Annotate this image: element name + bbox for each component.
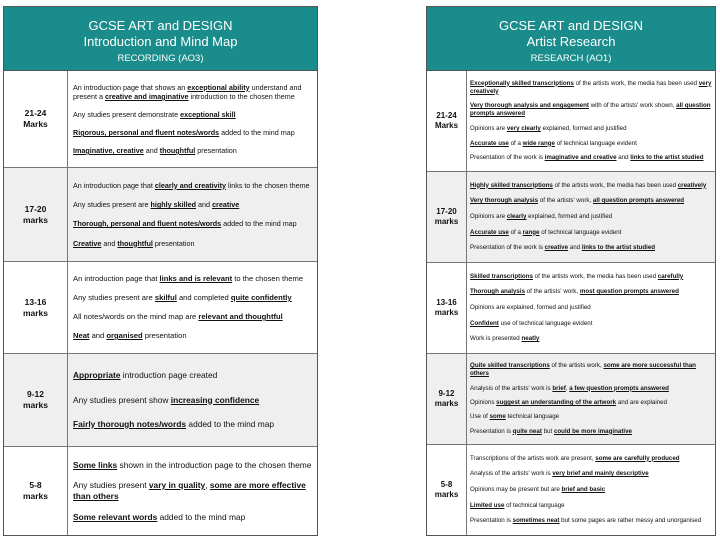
band-descriptors (467, 172, 715, 262)
emphasis-text: Rigorous, personal and fluent notes/words (73, 128, 220, 137)
criterion-line (73, 293, 312, 303)
emphasis-text: creatively (677, 181, 707, 189)
band-13-16 (4, 262, 317, 354)
criterion-text: use of technical language evident (498, 319, 593, 327)
emphasis-text: Thorough analysis (470, 288, 526, 296)
criterion-line (470, 80, 712, 96)
criterion-line (73, 480, 312, 502)
criterion-text: Presentation of the work is (470, 154, 545, 162)
emphasis-text: creative (212, 200, 240, 210)
emphasis-text: Quite skilled transcriptions (470, 362, 550, 370)
criterion-line (470, 182, 712, 190)
emphasis-text: very creatively (470, 79, 712, 95)
criterion-text: of the artists work, the media has been used (532, 272, 658, 280)
criterion-text: explained, formed and justified (540, 124, 627, 132)
criterion-text: added to the mind map (219, 128, 295, 137)
criterion-line (73, 274, 312, 284)
criterion-text: of the artists work, (549, 362, 604, 370)
criterion-line (470, 140, 712, 148)
criterion-text: Work is presented (470, 335, 522, 343)
emphasis-text: thoughtful (117, 238, 153, 248)
band-5-8 (4, 447, 317, 535)
emphasis-text: Accurate use (470, 139, 509, 147)
criterion-text: presentation (195, 146, 237, 155)
criterion-line (73, 395, 312, 406)
rubric-header (427, 7, 715, 71)
emphasis-text: carefully (657, 272, 684, 280)
criterion-text: Any studies present (73, 480, 149, 490)
emphasis-text: very brief and mainly descriptive (552, 470, 649, 478)
band-9-12 (4, 354, 317, 447)
criterion-text: but some pages are rather messy and unorganised (559, 517, 702, 525)
emphasis-text: all question prompts answered (592, 197, 685, 205)
criterion-line (73, 460, 312, 471)
band-descriptors (467, 71, 715, 171)
criterion-line (73, 331, 312, 341)
emphasis-text: skilful (154, 293, 177, 302)
criterion-text: , (565, 384, 570, 392)
band-5-8 (427, 445, 715, 535)
rubric-rows (427, 71, 715, 535)
criterion-text: of technical language (504, 501, 565, 509)
emphasis-text: quite neat (512, 427, 542, 435)
rubric-objective: RESEARCH (AO1) (530, 53, 612, 64)
criterion-text: explained, formed and justified (526, 212, 613, 220)
rubric-rows (4, 71, 317, 535)
emphasis-text: Exceptionally skilled transcriptions (470, 79, 574, 87)
emphasis-text: links and is relevant (159, 274, 233, 283)
band-marks: 21-24 Marks (427, 71, 467, 171)
emphasis-text: Some relevant words (73, 511, 158, 522)
criterion-line (470, 320, 712, 328)
criterion-text: of the artists' work, (525, 288, 580, 296)
criterion-text: of the artists' work, (538, 197, 593, 205)
criterion-text: presentation (152, 238, 195, 248)
criterion-line (470, 502, 712, 510)
criterion-line (470, 335, 712, 343)
criterion-text: Presentation is (470, 517, 513, 525)
emphasis-text: brief (552, 384, 566, 392)
criterion-line (73, 419, 312, 430)
emphasis-text: brief and basic (561, 485, 606, 493)
emphasis-text: some are carefully produced (595, 454, 680, 462)
criterion-text: and completed (176, 293, 231, 302)
criterion-text: with of the artists' work shown, (588, 102, 677, 110)
band-descriptors (68, 447, 317, 535)
criterion-text: introduction to the chosen theme (188, 92, 295, 101)
criterion-text: shown in the introduction page to the chosen theme (117, 459, 312, 470)
rubric-title: GCSE ART and DESIGN (88, 18, 233, 33)
criterion-line (470, 154, 712, 162)
criterion-line (73, 200, 312, 210)
criterion-text: Use of (470, 413, 490, 421)
emphasis-text: Thorough, personal and fluent notes/words (73, 219, 222, 229)
emphasis-text: some (489, 413, 506, 421)
emphasis-text: vary in quality (148, 480, 206, 490)
criterion-line (470, 102, 712, 118)
rubric-header (4, 7, 317, 71)
criterion-line (73, 312, 312, 322)
emphasis-text: Very thorough analysis and engagement (470, 102, 589, 110)
criterion-line (73, 219, 312, 229)
criterion-text: presentation (142, 331, 187, 340)
criterion-text: added to the mind map (186, 418, 275, 429)
criterion-text: links to the chosen theme (226, 180, 310, 190)
criterion-text: , (205, 480, 210, 490)
criterion-text: to the chosen theme (232, 274, 304, 283)
criterion-text: All notes/words on the mind map are (73, 312, 199, 321)
criterion-line (73, 181, 312, 191)
criterion-text: and (568, 244, 582, 252)
criterion-line (73, 83, 312, 102)
criterion-line (470, 229, 712, 237)
criterion-text: and (196, 200, 213, 210)
criterion-text: of the artists work, the media has been used (573, 79, 699, 87)
emphasis-text: neatly (521, 335, 540, 343)
criterion-line (470, 399, 712, 407)
criterion-text: Opinions are (470, 124, 507, 132)
criterion-text: An introduction page that (73, 274, 160, 283)
emphasis-text: Skilled transcriptions (470, 272, 533, 280)
rubric-title: GCSE ART and DESIGN (498, 18, 644, 33)
criterion-text: Transcriptions of the artists work are present, (470, 454, 596, 462)
criterion-line (470, 362, 712, 378)
emphasis-text: links to the artist studied (630, 154, 704, 162)
criterion-line (470, 244, 712, 252)
band-descriptors (467, 263, 715, 353)
emphasis-text: Imaginative, creative (73, 146, 144, 155)
emphasis-text: highly skilled (150, 200, 197, 210)
emphasis-text: links to the artist studied (581, 244, 656, 252)
criterion-text: Analysis of the artists' work is (470, 384, 553, 392)
band-marks: 9-12 marks (427, 354, 467, 444)
band-17-20 (4, 168, 317, 262)
criterion-line (470, 273, 712, 281)
criterion-line (73, 370, 312, 381)
criterion-text: of the artists work, the media has been used (552, 181, 678, 189)
band-marks: 21-24 Marks (4, 71, 68, 167)
emphasis-text: organised (106, 331, 143, 340)
emphasis-text: some are more successful than others (470, 362, 696, 378)
emphasis-text: clearly (506, 212, 527, 220)
emphasis-text: Some links (73, 459, 118, 470)
criterion-line (470, 486, 712, 494)
emphasis-text: all question prompts answered (470, 102, 711, 118)
band-marks: 17-20 marks (4, 168, 68, 261)
band-marks: 17-20 marks (427, 172, 467, 262)
emphasis-text: Accurate use (470, 228, 509, 236)
criterion-line (470, 385, 712, 393)
emphasis-text: quite confidently (230, 293, 292, 302)
emphasis-text: Highly skilled transcriptions (470, 181, 553, 189)
artist-research-rubric (426, 6, 716, 536)
criterion-text: and (616, 154, 631, 162)
criterion-text: of a (508, 139, 523, 147)
criterion-text: Presentation of the work is (470, 244, 545, 252)
criterion-text: understand and present a (73, 82, 302, 101)
criterion-line (470, 304, 712, 312)
emphasis-text: some are more effective than others (73, 480, 306, 501)
criterion-line (73, 146, 312, 156)
band-descriptors (68, 71, 317, 167)
criterion-line (470, 428, 712, 436)
rubric-subtitle: Artist Research (526, 34, 616, 49)
criterion-text: of a (508, 228, 523, 236)
criterion-text: An introduction page that (73, 180, 155, 190)
band-marks: 5-8 marks (4, 447, 68, 535)
criterion-text: Any studies present are (73, 293, 155, 302)
emphasis-text: range (522, 228, 540, 236)
criterion-line (470, 455, 712, 463)
criterion-text: and (101, 238, 118, 248)
criterion-text: Opinions are (470, 212, 507, 220)
criterion-text: Any studies present show (73, 394, 171, 405)
criterion-text: of technical language evident (539, 228, 622, 236)
emphasis-text: Neat (73, 331, 90, 340)
emphasis-text: Very thorough analysis (470, 197, 539, 205)
emphasis-text: sometimes neat (512, 517, 560, 525)
criterion-text: Opinions (470, 398, 497, 406)
emphasis-text: exceptional ability (187, 82, 250, 92)
emphasis-text: thoughtful (159, 146, 196, 155)
band-marks: 9-12 marks (4, 354, 68, 446)
emphasis-text: suggest an understanding of the artwork (496, 398, 617, 406)
emphasis-text: Appropriate (73, 370, 121, 381)
emphasis-text: imaginative and creative (544, 154, 617, 162)
emphasis-text: clearly and creativity (154, 180, 227, 190)
band-descriptors (467, 445, 715, 535)
band-marks: 13-16 marks (4, 262, 68, 353)
criterion-line (470, 125, 712, 133)
emphasis-text: exceptional skill (180, 110, 236, 119)
criterion-text: technical language (505, 413, 560, 421)
criterion-text: and (89, 331, 107, 340)
criterion-text: of technical language evident (554, 139, 637, 147)
rubric-objective: RECORDING (AO3) (117, 53, 204, 64)
emphasis-text: a few question prompts answered (569, 384, 669, 392)
emphasis-text: Creative (73, 238, 102, 248)
emphasis-text: creative (544, 244, 569, 252)
band-descriptors (68, 262, 317, 353)
criterion-text: but (541, 427, 554, 435)
criterion-text: Opinions are explained, formed and justified (470, 303, 591, 311)
band-17-20 (427, 172, 715, 263)
band-marks: 13-16 marks (427, 263, 467, 353)
criterion-line (470, 470, 712, 478)
criterion-line (73, 110, 312, 120)
emphasis-text: could be more imaginative (553, 427, 632, 435)
band-9-12 (427, 354, 715, 445)
criterion-text: introduction page created (120, 370, 218, 381)
emphasis-text: Confident (470, 319, 499, 327)
emphasis-text: Limited use (470, 501, 505, 509)
criterion-text: Presentation is (470, 427, 513, 435)
intro-mind-map-rubric (3, 6, 318, 536)
criterion-text: Any studies present demonstrate (73, 110, 181, 119)
criterion-text: Analysis of the artists' work is (470, 470, 553, 478)
criterion-text: and (143, 146, 160, 155)
criterion-line (470, 197, 712, 205)
band-21-24 (4, 71, 317, 168)
criterion-text: Any studies present are (73, 200, 151, 210)
band-descriptors (68, 354, 317, 446)
criterion-line (73, 128, 312, 138)
emphasis-text: wide range (522, 139, 555, 147)
emphasis-text: most question prompts answered (579, 288, 679, 296)
emphasis-text: increasing confidence (170, 394, 260, 405)
criterion-text: added to the mind map (157, 511, 246, 522)
criterion-text: Opinions may be present but are (470, 485, 562, 493)
criterion-line (470, 413, 712, 421)
band-13-16 (427, 263, 715, 354)
criterion-line (470, 213, 712, 221)
criterion-text: An introduction page that shows an (73, 82, 188, 92)
emphasis-text: creative and imaginative (104, 92, 189, 101)
criterion-line (470, 288, 712, 296)
band-descriptors (467, 354, 715, 444)
criterion-line (73, 239, 312, 249)
band-marks: 5-8 marks (427, 445, 467, 535)
criterion-text: added to the mind map (221, 219, 297, 229)
emphasis-text: relevant and thoughtful (198, 312, 283, 321)
band-descriptors (68, 168, 317, 261)
criterion-line (470, 517, 712, 525)
band-21-24 (427, 71, 715, 172)
emphasis-text: very clearly (506, 124, 541, 132)
emphasis-text: Fairly thorough notes/words (73, 418, 187, 429)
rubric-subtitle: Introduction and Mind Map (83, 34, 238, 49)
criterion-text: and are explained (616, 398, 668, 406)
criterion-line (73, 512, 312, 523)
